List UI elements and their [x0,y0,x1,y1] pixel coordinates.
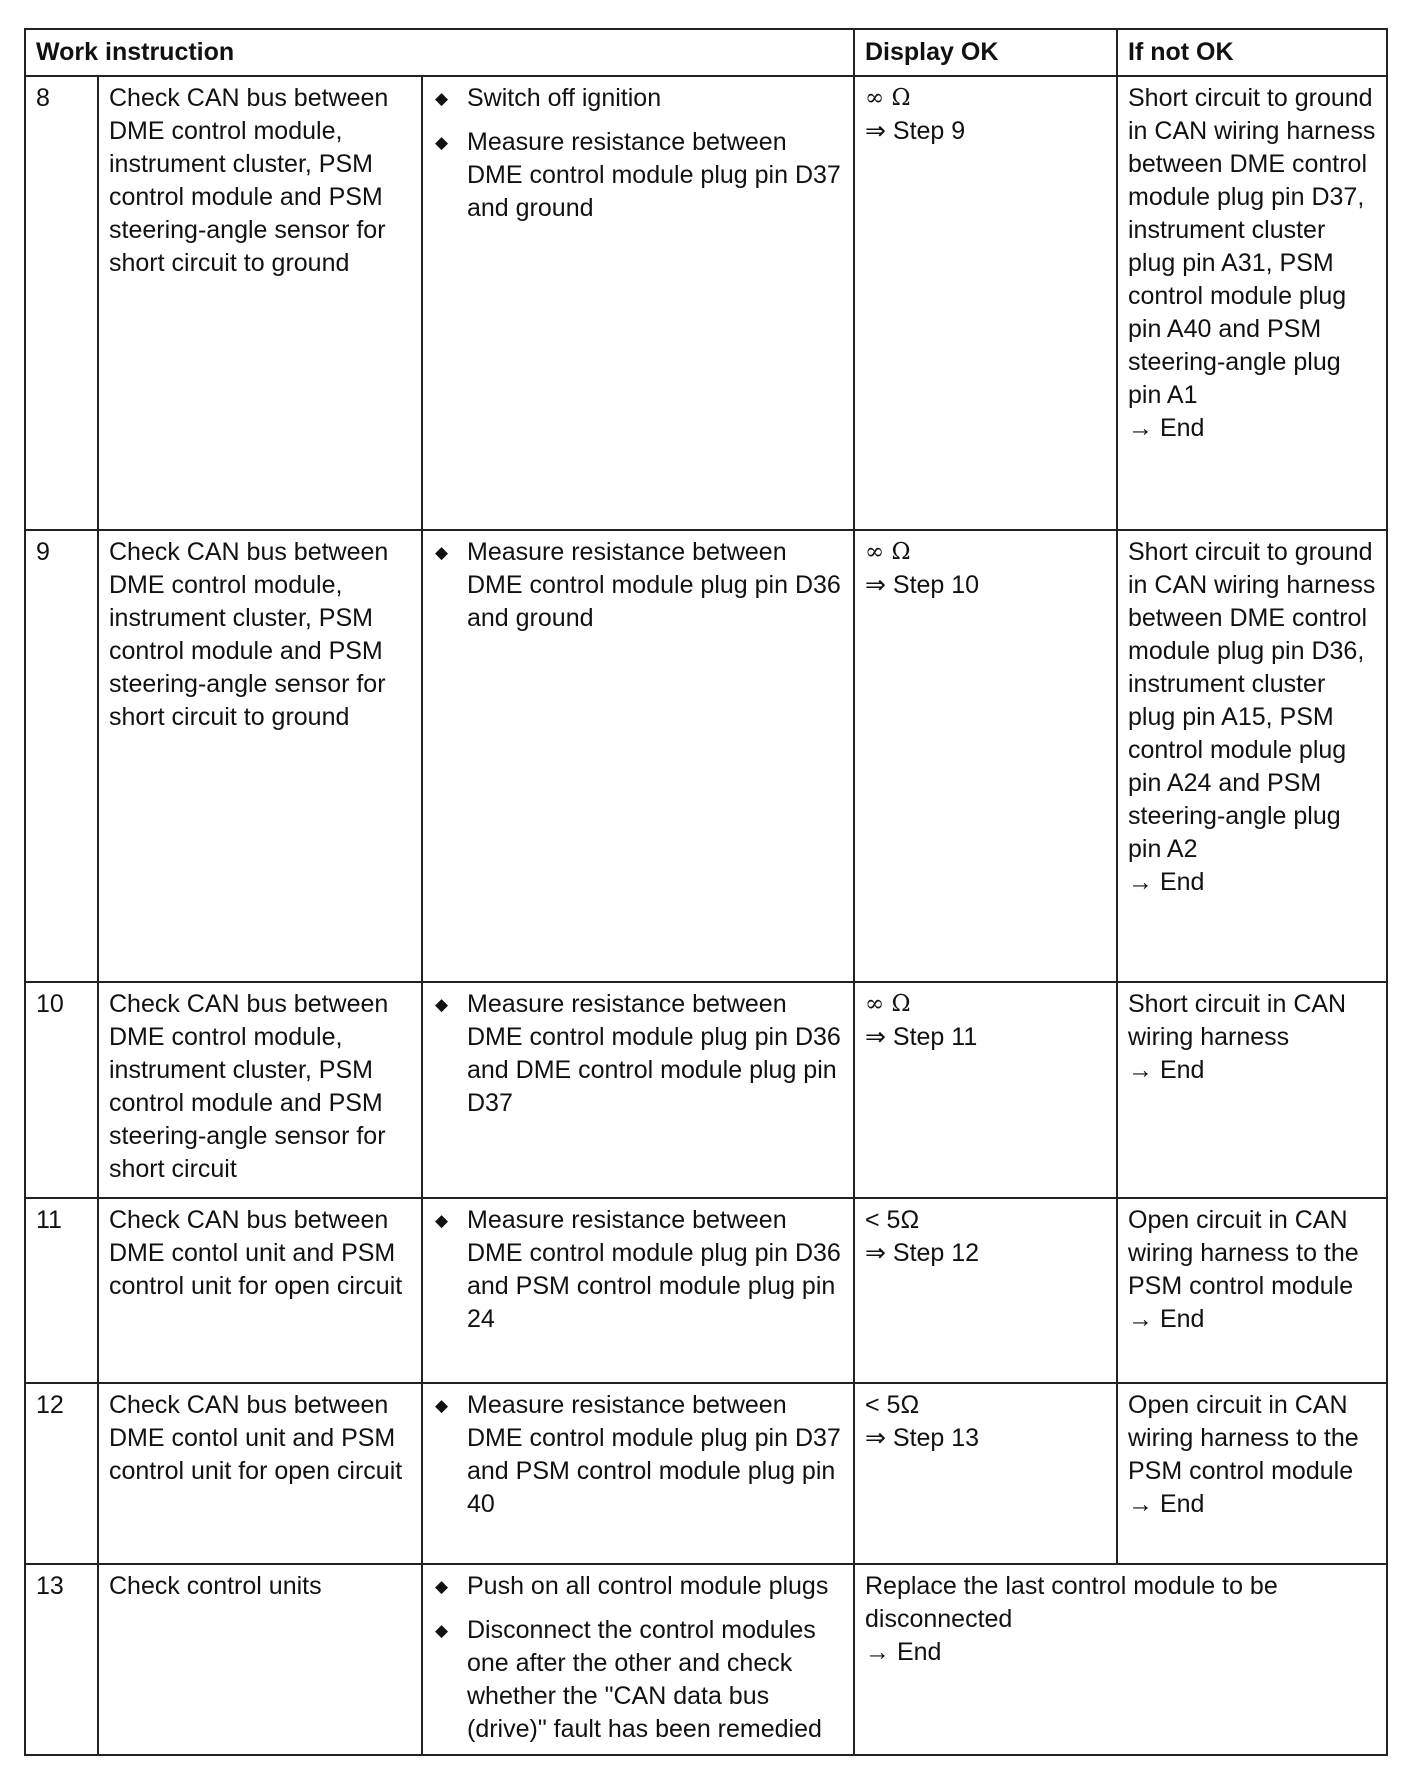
merged-result-text: Replace the last control module to be disconnected [865,1572,1278,1633]
action-text: Measure resistance between DME control module plug pin D36 and ground [467,538,841,632]
fault-end: → End [1128,1305,1205,1333]
display-next-step: ⇒ Step 10 [865,571,980,599]
step-actions [422,530,854,982]
fault-end: → End [1128,868,1205,896]
work-instruction-page [24,28,1386,1756]
if-not-ok-cell [1117,1383,1387,1564]
work-instruction-table [24,28,1388,1756]
step-task: Check CAN bus between DME contol unit and PSM control unit for open circuit [98,1383,422,1564]
table-row-step-12 [25,1383,1387,1564]
display-ok-cell [854,1383,1117,1564]
action-item [433,536,843,635]
step-number: 11 [25,1198,98,1383]
fault-end: → End [1128,414,1205,442]
diamond-bullet-icon: ◆ [435,1211,449,1230]
diamond-bullet-icon: ◆ [435,995,449,1014]
action-item [433,126,843,225]
display-value: ∞ Ω [865,85,911,111]
if-not-ok-cell [1117,982,1387,1198]
display-ok-cell [854,76,1117,530]
table-header-row [25,29,1387,76]
step-actions [422,1383,854,1564]
display-next-step: ⇒ Step 12 [865,1239,980,1267]
merged-result-end: → End [865,1638,942,1666]
action-item [433,1389,843,1521]
fault-description: Short circuit in CAN wiring harness [1128,990,1347,1051]
table-row-step-8 [25,76,1387,530]
action-item [433,988,843,1120]
fault-end: → End [1128,1490,1205,1518]
step-actions [422,982,854,1198]
fault-end: → End [1128,1056,1205,1084]
table-row-step-9 [25,530,1387,982]
action-text: Disconnect the control modules one after the other and check whether the "CAN data bus (drive)" fault has been remedied [467,1616,822,1743]
display-ok-cell [854,530,1117,982]
fault-description: Open circuit in CAN wiring harness to the PSM control module [1128,1391,1359,1485]
display-next-step: ⇒ Step 13 [865,1424,980,1452]
step-task: Check control units [98,1564,422,1755]
action-item [433,82,843,115]
step-task: Check CAN bus between DME control module, instrument cluster, PSM control module and PSM steering-angle sensor for short circuit to ground [98,530,422,982]
step-number: 13 [25,1564,98,1755]
step-number: 9 [25,530,98,982]
action-item [433,1204,843,1336]
diamond-bullet-icon: ◆ [435,1621,449,1640]
step-number: 8 [25,76,98,530]
action-item [433,1614,843,1746]
action-item [433,1570,843,1603]
diamond-bullet-icon: ◆ [435,133,449,152]
display-value: ∞ Ω [865,539,911,565]
diamond-bullet-icon: ◆ [435,89,449,108]
header-if-not-ok: If not OK [1117,29,1387,76]
step-actions [422,1198,854,1383]
diamond-bullet-icon: ◆ [435,1396,449,1415]
merged-result-cell [854,1564,1387,1755]
step-number: 10 [25,982,98,1198]
table-row-step-11 [25,1198,1387,1383]
action-text: Push on all control module plugs [467,1572,829,1600]
step-task: Check CAN bus between DME control module, instrument cluster, PSM control module and PSM steering-angle sensor for short circuit [98,982,422,1198]
step-actions [422,1564,854,1755]
diamond-bullet-icon: ◆ [435,543,449,562]
table-row-step-13 [25,1564,1387,1755]
if-not-ok-cell [1117,1198,1387,1383]
if-not-ok-cell [1117,76,1387,530]
display-next-step: ⇒ Step 11 [865,1023,978,1051]
display-value: ∞ Ω [865,991,911,1017]
display-next-step: ⇒ Step 9 [865,117,966,145]
diamond-bullet-icon: ◆ [435,1577,449,1596]
step-task: Check CAN bus between DME contol unit and PSM control unit for open circuit [98,1198,422,1383]
fault-description: Short circuit to ground in CAN wiring harness between DME control module plug pin D36, instrument cluster plug pin A15, PSM control module plug pin A24 and PSM steering-angle plug pin A2 [1128,538,1376,863]
table-row-step-10 [25,982,1387,1198]
action-text: Measure resistance between DME control module plug pin D37 and ground [467,128,841,222]
step-actions [422,76,854,530]
action-text: Measure resistance between DME control module plug pin D37 and PSM control module plug pin 40 [467,1391,841,1518]
display-value: < 5Ω [865,1206,920,1234]
action-text: Switch off ignition [467,84,662,112]
if-not-ok-cell [1117,530,1387,982]
fault-description: Short circuit to ground in CAN wiring harness between DME control module plug pin D37, instrument cluster plug pin A31, PSM control module plug pin A40 and PSM steering-angle plug pin A1 [1128,84,1376,409]
header-display-ok: Display OK [854,29,1117,76]
step-number: 12 [25,1383,98,1564]
action-text: Measure resistance between DME control module plug pin D36 and PSM control module plug pin 24 [467,1206,841,1333]
header-work-instruction: Work instruction [25,29,854,76]
display-value: < 5Ω [865,1391,920,1419]
display-ok-cell [854,1198,1117,1383]
fault-description: Open circuit in CAN wiring harness to the PSM control module [1128,1206,1359,1300]
display-ok-cell [854,982,1117,1198]
action-text: Measure resistance between DME control module plug pin D36 and DME control module plug pin D37 [467,990,841,1117]
step-task: Check CAN bus between DME control module, instrument cluster, PSM control module and PSM steering-angle sensor for short circuit to ground [98,76,422,530]
